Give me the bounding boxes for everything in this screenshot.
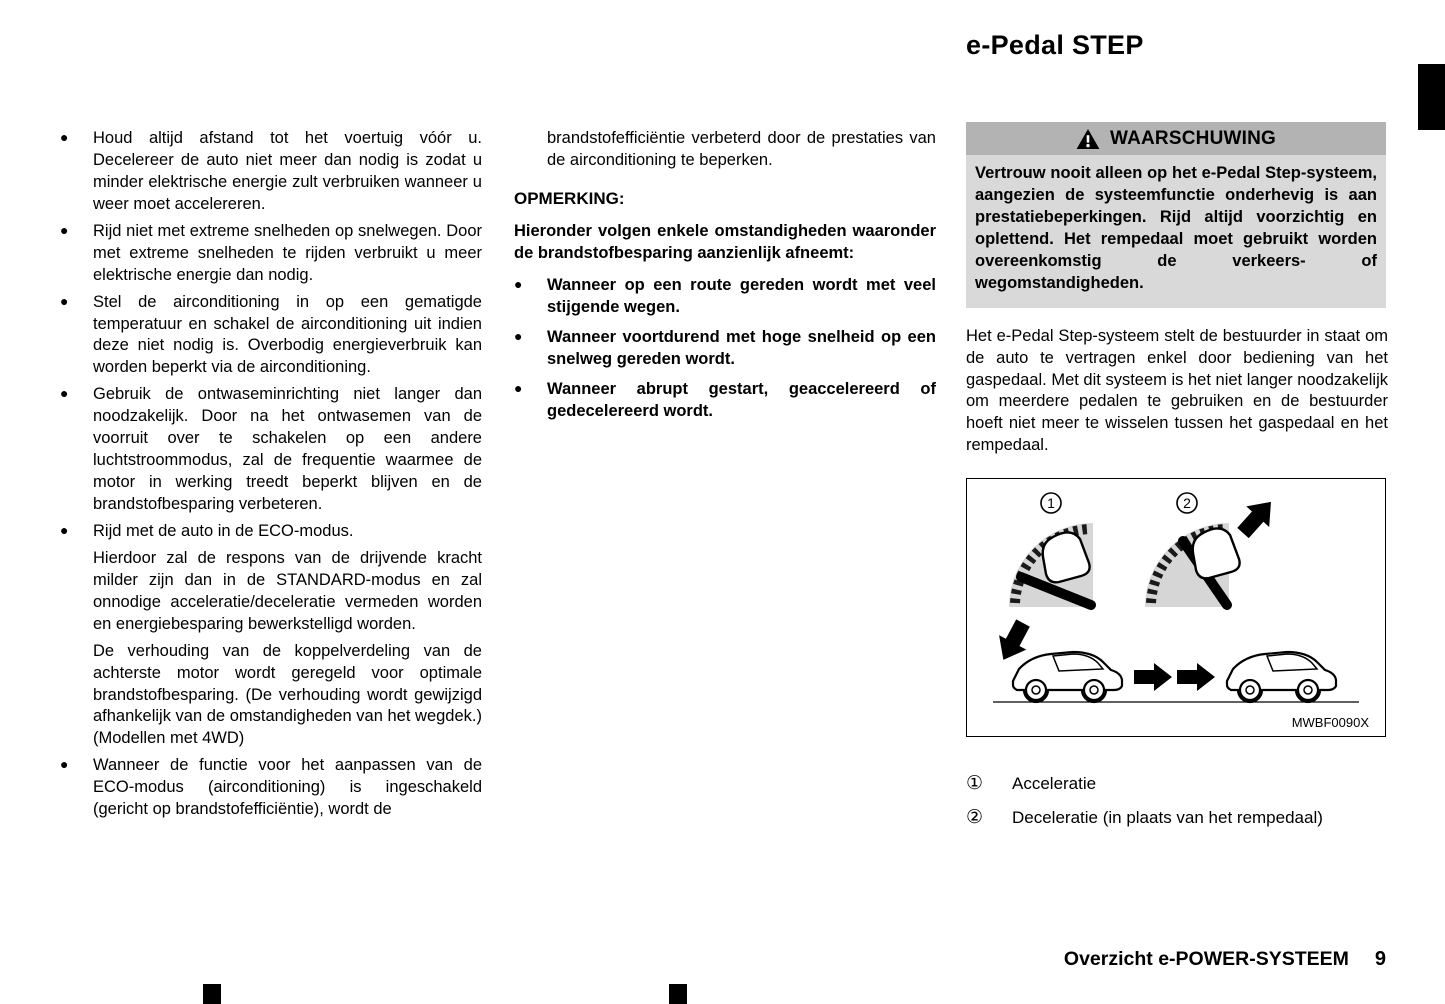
section-edge-tab xyxy=(1418,64,1445,130)
legend-text-1: Acceleratie xyxy=(1012,774,1097,794)
legend-marker-1: ① xyxy=(966,773,984,795)
warning-title: WAARSCHUWING xyxy=(1110,127,1276,149)
bullet-icon: ● xyxy=(60,292,69,309)
list-item xyxy=(60,384,482,516)
bullet-icon: ● xyxy=(60,129,69,145)
legend-item xyxy=(966,805,1388,830)
continuation-paragraph: brandstofefficiëntie verbeterd door de prestaties van de airconditioning te beperken. xyxy=(547,129,936,169)
list-item xyxy=(60,292,482,380)
car1-direction-arrow xyxy=(1134,663,1172,691)
print-registration-mark xyxy=(203,984,221,1004)
page-title: e-Pedal STEP xyxy=(966,30,1144,60)
list-item xyxy=(60,128,482,216)
print-registration-mark xyxy=(669,984,687,1004)
figure-marker-1 xyxy=(1041,493,1061,513)
list-item xyxy=(60,755,482,821)
legend-item xyxy=(966,771,1388,796)
eco-paragraph: Hierdoor zal de respons van de drijvende kracht milder zijn dan in de STANDARD-modus en zal onnodige acceleratie/deceleratie vermeden worden en energiebesparing bewerkstelligd worden. xyxy=(93,548,482,633)
page-number: 9 xyxy=(1374,948,1386,970)
figure-legend xyxy=(966,771,1388,830)
bullet-icon: ● xyxy=(514,380,523,397)
list-item-text: Wanneer de functie voor het aanpassen van de ECO-modus (airconditioning) is ingeschakeld (gericht op brandstofefficiëntie), wordt de xyxy=(93,756,482,819)
note-list-item xyxy=(514,327,936,371)
pedal-figure-svg xyxy=(967,479,1384,735)
epedal-intro-paragraph: Het e-Pedal Step-systeem stelt de bestuurder in staat om de auto te vertragen enkel door bediening van het gaspedaal. Met dit systeem is het niet langer noodzakelijk om meerdere pedalen te gebruiken en de bestuurder hoeft niet meer te wisselen tussen het gaspedaal en het rempedaal. xyxy=(966,326,1388,455)
note-intro: Hieronder volgen enkele omstandigheden waaronder de brandstofbesparing aanzienlijk afneemt: xyxy=(514,222,936,263)
bullet-icon: ● xyxy=(60,521,69,538)
bullet-icon: ● xyxy=(60,756,69,773)
note-list-item xyxy=(514,275,936,319)
list-item xyxy=(60,521,482,543)
left-column xyxy=(60,128,482,826)
list-item-text: Houd altijd afstand tot het voertuig vóór u. Decelereer de auto niet meer dan nodig is zodat u minder elektrische energie zult verbruiken wanneer u weer moet accelereren. xyxy=(93,129,482,213)
warning-box xyxy=(966,122,1386,308)
legend-marker-2: ② xyxy=(966,806,984,828)
middle-column xyxy=(514,128,936,431)
svg-text:1: 1 xyxy=(1047,495,1055,512)
list-item-text: Rijd met de auto in de ECO-modus. xyxy=(93,521,354,540)
car-accelerating xyxy=(1013,652,1122,702)
list-item-text: Rijd niet met extreme snelheden op snelwegen. Door met extreme snelheden te rijden verbruikt u meer elektrische energie dan nodig. xyxy=(93,221,482,284)
legend-text-2: Deceleratie (in plaats van het rempedaal) xyxy=(1012,807,1323,827)
bullet-icon: ● xyxy=(60,221,69,238)
warning-body: Vertrouw nooit alleen op het e-Pedal Step-systeem, aangezien de systeemfunctie onderhevig is aan prestatiebeperkingen. Rijd altijd voorzichtig en oplettend. Het rempedaal moet gebruikt worden overeenkomstig de verkeers- of wegomstandigheden. xyxy=(966,155,1386,308)
note-list-item xyxy=(514,379,936,423)
figure-code: MWBF0090X xyxy=(1291,715,1369,731)
eco-paragraph: De verhouding van de koppelverdeling van de achterste motor wordt geregeld voor optimale brandstofbesparing. (De verhouding wordt gewijzigd afhankelijk van de omstandigheden van het wegdek.) (Modellen met 4WD) xyxy=(93,641,482,748)
warning-header xyxy=(966,122,1386,155)
list-item-text: Gebruik de ontwaseminrichting niet langer dan noodzakelijk. Door na het ontwasemen van de voorruit over te schakelen op een andere luchtstroommodus, zal de frequentie waarmee de motor in werking treedt beperkt blijven en de brandstofbesparing verbeteren. xyxy=(93,385,482,513)
note-heading: OPMERKING: xyxy=(514,188,625,208)
pedal-figure xyxy=(966,478,1386,737)
list-item xyxy=(60,221,482,287)
note-item-text: Wanneer voortdurend met hoge snelheid op een snelweg gereden wordt. xyxy=(547,328,936,369)
car-decelerating xyxy=(1227,652,1336,702)
release-arrow xyxy=(1232,492,1283,544)
pedal-accelerate-illustration xyxy=(990,523,1093,667)
footer-section-title: Overzicht e-POWER-SYSTEEM xyxy=(1063,948,1349,970)
bullet-icon: ● xyxy=(514,276,523,293)
note-item-text: Wanneer abrupt gestart, geaccelereerd of gedecelereerd wordt. xyxy=(547,380,936,421)
bullet-icon: ● xyxy=(514,328,523,345)
car2-direction-arrow xyxy=(1177,663,1215,691)
note-item-text: Wanneer op een route gereden wordt met veel stijgende wegen. xyxy=(547,276,936,317)
warning-icon xyxy=(1076,128,1100,150)
pedal-decelerate-illustration xyxy=(1145,492,1282,607)
list-item-text: Stel de airconditioning in op een gematigde temperatuur en schakel de airconditioning uit indien deze niet nodig is. Overbodig energieverbruik kan worden beperkt via de airconditioning. xyxy=(93,292,482,377)
figure-marker-2 xyxy=(1177,493,1197,513)
page-footer xyxy=(1064,948,1386,971)
svg-text:2: 2 xyxy=(1183,495,1191,512)
bullet-icon: ● xyxy=(60,385,69,402)
right-column xyxy=(966,122,1388,838)
